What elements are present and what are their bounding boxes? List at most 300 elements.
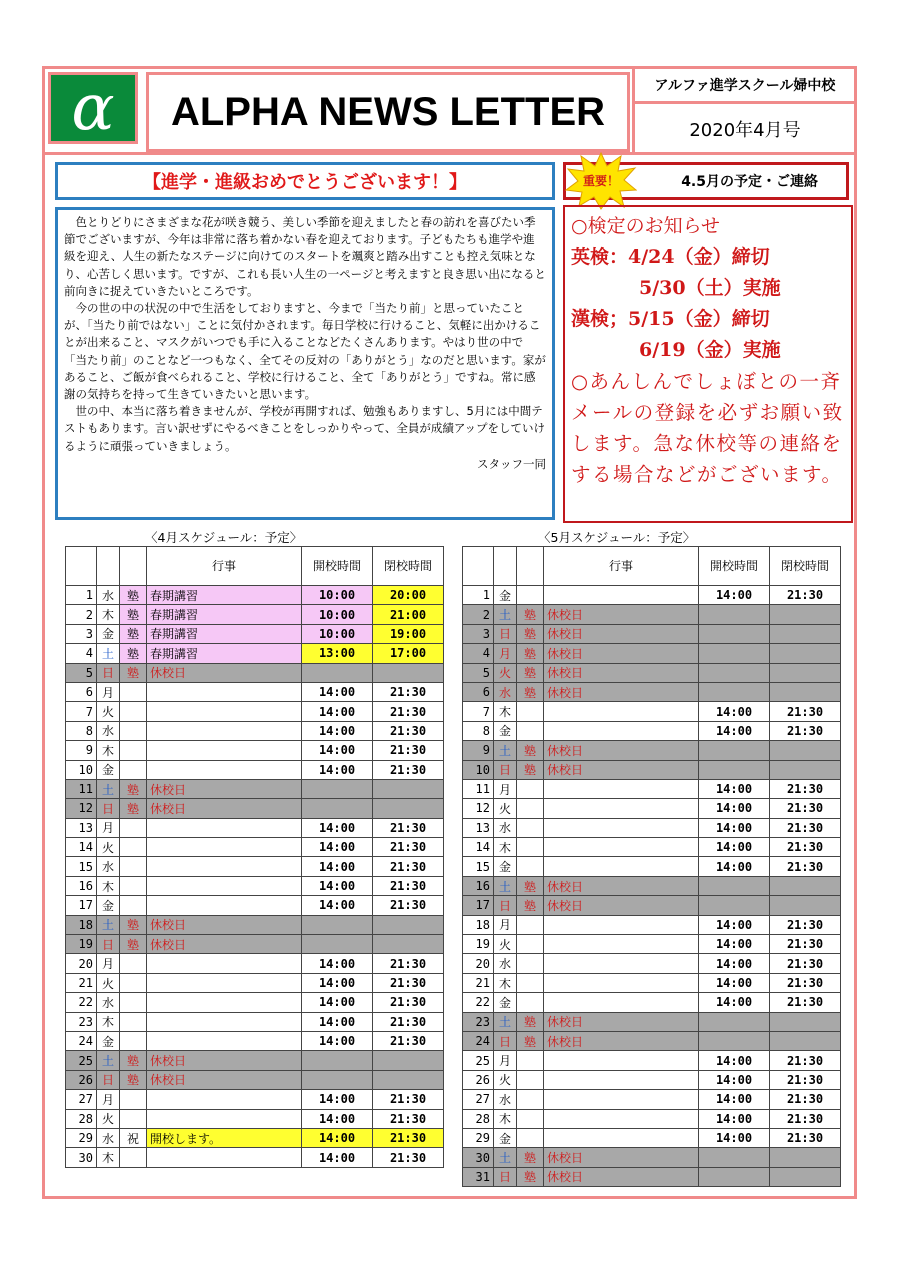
greeting-body [55, 207, 555, 520]
table-row [66, 779, 444, 798]
cell-day: 26 [66, 1070, 97, 1089]
cell-weekday: 木 [494, 838, 517, 857]
table-row [66, 741, 444, 760]
cell-open-time: 14:00 [302, 1128, 373, 1147]
cell-open-time: 14:00 [302, 1012, 373, 1031]
cell-close-time: 21:30 [373, 857, 444, 876]
cell-open-time: 14:00 [699, 1128, 770, 1147]
cell-tag [517, 838, 544, 857]
cell-tag [120, 876, 147, 895]
cell-day: 31 [463, 1167, 494, 1186]
cell-open-time [302, 1051, 373, 1070]
notice-paragraph: ○あんしんでしょぼとの一斉メールの登録を必ずお願い致します。急な休校等の連絡をする場合などがございます。 [571, 370, 844, 486]
table-row [463, 896, 841, 915]
cell-tag: 塾 [120, 1051, 147, 1070]
cell-event [147, 1031, 302, 1050]
cell-open-time: 14:00 [699, 993, 770, 1012]
cell-weekday: 月 [97, 818, 120, 837]
table-row [66, 799, 444, 818]
cell-weekday: 木 [97, 876, 120, 895]
cell-event: 休校日 [544, 760, 699, 779]
cell-close-time [373, 1051, 444, 1070]
cell-day: 21 [463, 973, 494, 992]
table-row [66, 818, 444, 837]
cell-close-time: 21:30 [373, 1148, 444, 1167]
cell-open-time: 14:00 [302, 682, 373, 701]
cell-tag: 祝 [120, 1128, 147, 1147]
cell-open-time: 14:00 [302, 896, 373, 915]
cell-open-time: 14:00 [302, 954, 373, 973]
cell-day: 14 [463, 838, 494, 857]
cell-tag: 塾 [120, 644, 147, 663]
cell-close-time: 21:30 [770, 721, 841, 740]
cell-tag [517, 993, 544, 1012]
cell-close-time [770, 876, 841, 895]
cell-weekday: 土 [494, 1012, 517, 1031]
cell-event [147, 876, 302, 895]
newsletter-title: ALPHA NEWS LETTER [146, 72, 630, 152]
cell-day: 7 [66, 702, 97, 721]
cell-close-time: 20:00 [373, 586, 444, 605]
cell-weekday: 水 [97, 586, 120, 605]
cell-close-time [770, 644, 841, 663]
cell-day: 21 [66, 973, 97, 992]
cell-weekday: 日 [97, 663, 120, 682]
cell-tag [120, 1090, 147, 1109]
cell-open-time: 14:00 [302, 1031, 373, 1050]
cell-tag [517, 818, 544, 837]
cell-day: 24 [66, 1031, 97, 1050]
cell-tag [120, 1012, 147, 1031]
cell-open-time: 14:00 [302, 702, 373, 721]
cell-day: 1 [463, 586, 494, 605]
table-row [66, 857, 444, 876]
cell-weekday: 木 [97, 1012, 120, 1031]
cell-day: 27 [66, 1090, 97, 1109]
cell-weekday: 日 [97, 935, 120, 954]
cell-weekday: 火 [494, 799, 517, 818]
cell-weekday: 日 [494, 1167, 517, 1186]
table-row [66, 838, 444, 857]
cell-event [544, 721, 699, 740]
cell-close-time: 21:30 [373, 818, 444, 837]
table-row [463, 915, 841, 934]
table-row [66, 624, 444, 643]
cell-tag: 塾 [517, 741, 544, 760]
cell-open-time [699, 1167, 770, 1186]
cell-weekday: 金 [97, 1031, 120, 1050]
cell-open-time [699, 741, 770, 760]
table-row [66, 973, 444, 992]
cell-day: 17 [66, 896, 97, 915]
cell-open-time: 14:00 [302, 1109, 373, 1128]
cell-day: 28 [66, 1109, 97, 1128]
cell-day: 29 [463, 1128, 494, 1147]
cell-open-time: 14:00 [699, 857, 770, 876]
header-tag [517, 547, 544, 586]
header-weekday [97, 547, 120, 586]
cell-day: 4 [66, 644, 97, 663]
cell-weekday: 月 [494, 915, 517, 934]
cell-close-time [770, 1167, 841, 1186]
cell-day: 20 [66, 954, 97, 973]
cell-tag [120, 1031, 147, 1050]
cell-tag: 塾 [120, 605, 147, 624]
table-row [463, 876, 841, 895]
header-divider [42, 152, 857, 155]
cell-tag: 塾 [517, 760, 544, 779]
alpha-logo [48, 72, 138, 144]
cell-open-time [699, 682, 770, 701]
cell-tag: 塾 [517, 1031, 544, 1050]
cell-close-time [770, 624, 841, 643]
cell-tag: 塾 [517, 876, 544, 895]
cell-open-time: 14:00 [699, 721, 770, 740]
cell-tag [120, 896, 147, 915]
cell-weekday: 月 [97, 954, 120, 973]
cell-close-time [373, 663, 444, 682]
cell-weekday: 水 [494, 1090, 517, 1109]
table-row [66, 915, 444, 934]
cell-weekday: 金 [494, 721, 517, 740]
cell-weekday: 金 [494, 857, 517, 876]
header-day [66, 547, 97, 586]
cell-weekday: 月 [97, 1090, 120, 1109]
cell-open-time: 14:00 [302, 1090, 373, 1109]
cell-event: 休校日 [147, 915, 302, 934]
cell-weekday: 土 [494, 605, 517, 624]
cell-weekday: 金 [97, 760, 120, 779]
table-row [66, 586, 444, 605]
cell-day: 10 [66, 760, 97, 779]
cell-day: 18 [463, 915, 494, 934]
cell-weekday: 木 [494, 702, 517, 721]
cell-weekday: 水 [97, 857, 120, 876]
cell-close-time [373, 779, 444, 798]
cell-event [544, 818, 699, 837]
cell-tag: 塾 [517, 1167, 544, 1186]
cell-tag: 塾 [120, 799, 147, 818]
cell-open-time: 14:00 [699, 1109, 770, 1128]
table-row [66, 605, 444, 624]
cell-weekday: 日 [494, 1031, 517, 1050]
cell-day: 10 [463, 760, 494, 779]
cell-event: 休校日 [147, 799, 302, 818]
cell-weekday: 水 [494, 954, 517, 973]
cell-day: 19 [66, 935, 97, 954]
cell-close-time: 19:00 [373, 624, 444, 643]
table-row [463, 973, 841, 992]
cell-open-time: 14:00 [699, 1051, 770, 1070]
cell-event [147, 896, 302, 915]
cell-day: 30 [66, 1148, 97, 1167]
cell-weekday: 日 [494, 896, 517, 915]
cell-close-time: 21:30 [373, 721, 444, 740]
cell-day: 11 [463, 779, 494, 798]
cell-event [544, 1051, 699, 1070]
cell-event [147, 682, 302, 701]
cell-close-time: 21:30 [770, 973, 841, 992]
cell-weekday: 水 [494, 682, 517, 701]
table-row [66, 1109, 444, 1128]
table-row [66, 993, 444, 1012]
cell-day: 8 [66, 721, 97, 740]
table-row [66, 644, 444, 663]
cell-event [544, 973, 699, 992]
cell-open-time: 14:00 [699, 799, 770, 818]
cell-event [147, 760, 302, 779]
cell-weekday: 火 [97, 702, 120, 721]
cell-tag [517, 586, 544, 605]
cell-weekday: 火 [494, 663, 517, 682]
table-row [463, 1070, 841, 1089]
cell-close-time [770, 1031, 841, 1050]
cell-close-time: 21:30 [373, 993, 444, 1012]
cell-day: 24 [463, 1031, 494, 1050]
cell-tag [517, 1090, 544, 1109]
cell-close-time: 21:30 [373, 1031, 444, 1050]
cell-close-time: 21:30 [770, 702, 841, 721]
cell-tag [120, 682, 147, 701]
cell-close-time: 21:30 [373, 1128, 444, 1147]
cell-open-time: 14:00 [699, 1090, 770, 1109]
notice-line-3: 5/30（土）実施 [639, 277, 781, 299]
table-row [66, 896, 444, 915]
table-row [66, 1090, 444, 1109]
cell-tag: 塾 [517, 682, 544, 701]
cell-close-time [770, 896, 841, 915]
greeting-paragraph-2: 今の世の中の状況の中で生活をしておりますと、今まで「当たり前」と思っていたことが、「当たり前ではない」ことに気付かされます。毎日学校に行けること、気軽に出かけることが出来ること、マスクがいつでも手に入ることなどたくさんあります。やはり世の中で「当たり前」のことなど一つもなく、全てその反対の「ありがとう」なのだと思います。家があること、ご飯が食べられること、学校に行けること、全て「ありがとう」ですね。常に感謝の気持ちを持って生きていきたいと思います。 [64, 301, 546, 402]
cell-day: 5 [463, 663, 494, 682]
cell-weekday: 火 [494, 1070, 517, 1089]
cell-tag [517, 857, 544, 876]
table-row [463, 605, 841, 624]
cell-tag [120, 721, 147, 740]
cell-open-time: 14:00 [699, 973, 770, 992]
table-row [463, 741, 841, 760]
cell-event: 休校日 [544, 624, 699, 643]
cell-close-time [770, 1012, 841, 1031]
cell-close-time: 21:30 [770, 1128, 841, 1147]
cell-day: 5 [66, 663, 97, 682]
cell-weekday: 火 [494, 935, 517, 954]
cell-close-time [770, 760, 841, 779]
header-event: 行事 [544, 547, 699, 586]
cell-weekday: 月 [97, 682, 120, 701]
cell-weekday: 火 [97, 838, 120, 857]
cell-event [544, 838, 699, 857]
cell-event [147, 1090, 302, 1109]
cell-open-time: 14:00 [302, 741, 373, 760]
cell-weekday: 水 [494, 818, 517, 837]
cell-weekday: 土 [97, 915, 120, 934]
cell-event [544, 586, 699, 605]
cell-event [544, 1090, 699, 1109]
table-row [463, 954, 841, 973]
table-row [463, 644, 841, 663]
cell-weekday: 月 [494, 1051, 517, 1070]
cell-open-time [302, 779, 373, 798]
cell-close-time: 21:30 [770, 993, 841, 1012]
cell-event: 休校日 [544, 1012, 699, 1031]
table-row [66, 1128, 444, 1147]
cell-open-time: 14:00 [699, 838, 770, 857]
cell-close-time: 21:30 [770, 799, 841, 818]
cell-weekday: 水 [97, 721, 120, 740]
table-row [463, 818, 841, 837]
cell-close-time: 21:30 [373, 682, 444, 701]
table-row [66, 876, 444, 895]
cell-event: 休校日 [544, 741, 699, 760]
cell-open-time: 14:00 [302, 973, 373, 992]
cell-day: 20 [463, 954, 494, 973]
table-row [463, 838, 841, 857]
cell-open-time: 14:00 [699, 779, 770, 798]
cell-event: 休校日 [147, 1051, 302, 1070]
cell-open-time: 10:00 [302, 586, 373, 605]
cell-tag: 塾 [120, 1070, 147, 1089]
cell-day: 11 [66, 779, 97, 798]
cell-close-time: 21:30 [373, 838, 444, 857]
cell-open-time [699, 624, 770, 643]
cell-tag [120, 954, 147, 973]
may-caption: 〈5月スケジュール：予定〉 [538, 530, 696, 545]
cell-event [544, 935, 699, 954]
cell-tag [120, 1109, 147, 1128]
cell-close-time [770, 605, 841, 624]
cell-day: 6 [463, 682, 494, 701]
cell-day: 12 [463, 799, 494, 818]
cell-day: 9 [66, 741, 97, 760]
cell-day: 15 [66, 857, 97, 876]
table-row [463, 624, 841, 643]
cell-weekday: 土 [494, 876, 517, 895]
cell-event [544, 1070, 699, 1089]
cell-close-time: 21:30 [770, 1109, 841, 1128]
cell-weekday: 金 [97, 896, 120, 915]
cell-close-time: 21:30 [373, 760, 444, 779]
cell-close-time: 21:30 [770, 586, 841, 605]
issue-date: 2020年4月号 [689, 120, 801, 141]
cell-weekday: 月 [494, 779, 517, 798]
cell-open-time: 14:00 [302, 721, 373, 740]
notice-line-5: 6/19（金）実施 [639, 339, 781, 361]
cell-open-time [699, 760, 770, 779]
cell-open-time [699, 605, 770, 624]
notice-heading-text: 4.5月の予定・ご連絡 [681, 174, 818, 190]
cell-tag [517, 702, 544, 721]
cell-tag [517, 1109, 544, 1128]
cell-close-time [770, 1148, 841, 1167]
cell-close-time: 21:30 [770, 857, 841, 876]
table-row [66, 1031, 444, 1050]
cell-event: 休校日 [544, 1031, 699, 1050]
cell-tag: 塾 [120, 915, 147, 934]
cell-day: 14 [66, 838, 97, 857]
cell-close-time: 21:30 [770, 779, 841, 798]
cell-open-time: 14:00 [302, 857, 373, 876]
cell-day: 16 [66, 876, 97, 895]
april-rows [66, 586, 444, 1168]
greeting-paragraph-3: 世の中、本当に落ち着きませんが、学校が再開すれば、勉強もありますし、5月には中間テストもあります。言い訳せずにやるべきことをしっかりやって、全員が成績アップをしていけるように頑張っていきましょう。 [64, 404, 546, 453]
cell-event [544, 915, 699, 934]
cell-day: 28 [463, 1109, 494, 1128]
cell-close-time: 21:30 [770, 1090, 841, 1109]
cell-event [147, 993, 302, 1012]
cell-tag: 塾 [120, 663, 147, 682]
school-name: アルファ進学スクール婦中校 [635, 68, 855, 104]
cell-open-time [302, 663, 373, 682]
table-row [463, 1012, 841, 1031]
cell-open-time: 14:00 [699, 935, 770, 954]
cell-open-time: 14:00 [302, 818, 373, 837]
table-row [66, 682, 444, 701]
cell-weekday: 木 [97, 1148, 120, 1167]
cell-day: 15 [463, 857, 494, 876]
cell-event: 休校日 [544, 682, 699, 701]
cell-close-time: 21:30 [770, 818, 841, 837]
cell-weekday: 日 [494, 624, 517, 643]
cell-weekday: 木 [97, 741, 120, 760]
cell-open-time [302, 799, 373, 818]
cell-day: 22 [463, 993, 494, 1012]
header-close: 閉校時間 [373, 547, 444, 586]
cell-event [544, 779, 699, 798]
important-badge-text: 重要！ [582, 174, 620, 188]
cell-event [147, 973, 302, 992]
cell-close-time: 21:30 [373, 1109, 444, 1128]
april-schedule-table [65, 546, 444, 1168]
cell-tag [120, 838, 147, 857]
table-row [463, 993, 841, 1012]
table-header-row [66, 547, 444, 586]
cell-day: 3 [66, 624, 97, 643]
cell-day: 27 [463, 1090, 494, 1109]
cell-close-time: 21:00 [373, 605, 444, 624]
cell-day: 22 [66, 993, 97, 1012]
cell-open-time [302, 935, 373, 954]
cell-tag [517, 973, 544, 992]
cell-weekday: 金 [97, 624, 120, 643]
cell-open-time: 10:00 [302, 605, 373, 624]
cell-day: 23 [463, 1012, 494, 1031]
cell-event [147, 721, 302, 740]
header-event: 行事 [147, 547, 302, 586]
april-caption: 〈4月スケジュール：予定〉 [145, 530, 303, 545]
cell-open-time [699, 1012, 770, 1031]
cell-weekday: 日 [97, 1070, 120, 1089]
greeting-heading: 【進学・進級おめでとうございます！】 [55, 162, 555, 200]
cell-day: 13 [463, 818, 494, 837]
cell-close-time: 21:30 [373, 896, 444, 915]
cell-day: 6 [66, 682, 97, 701]
cell-day: 8 [463, 721, 494, 740]
table-row [66, 935, 444, 954]
cell-event: 休校日 [544, 896, 699, 915]
cell-event [544, 1128, 699, 1147]
cell-event: 休校日 [147, 935, 302, 954]
cell-open-time: 14:00 [699, 702, 770, 721]
table-row [463, 663, 841, 682]
cell-close-time: 21:30 [373, 973, 444, 992]
cell-tag: 塾 [517, 663, 544, 682]
cell-event [147, 1148, 302, 1167]
cell-event: 開校します。 [147, 1128, 302, 1147]
cell-tag [120, 760, 147, 779]
cell-open-time: 10:00 [302, 624, 373, 643]
table-row [463, 1167, 841, 1186]
table-row [66, 702, 444, 721]
